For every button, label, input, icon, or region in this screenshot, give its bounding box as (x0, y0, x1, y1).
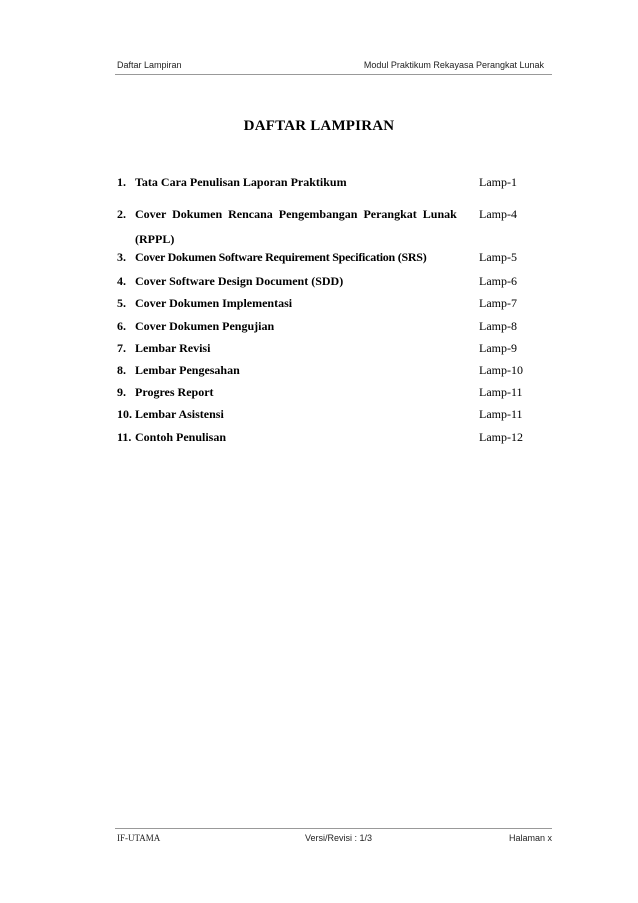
toc-item-label: Progres Report (135, 385, 214, 399)
toc-item-4[interactable] (117, 274, 547, 292)
toc-item-label: Lembar Asistensi (135, 407, 224, 421)
toc-item-number: 7. (117, 341, 126, 355)
toc-item-1[interactable] (117, 175, 547, 193)
toc-item-5[interactable] (117, 296, 547, 314)
toc-item-label: Cover Dokumen Rencana Pengembangan Perangkat Lunak (135, 207, 457, 221)
header-right-text: Modul Praktikum Rekayasa Perangkat Lunak (363, 60, 544, 70)
toc-item-2[interactable] (117, 207, 547, 251)
toc-item-7[interactable] (117, 341, 547, 359)
toc-item-page: Lamp-9 (479, 341, 517, 355)
footer-left-text: IF-UTAMA (117, 833, 161, 843)
toc-item-11[interactable] (117, 430, 547, 448)
toc-item-page: Lamp-11 (479, 385, 523, 399)
toc-item-label: Lembar Revisi (135, 341, 211, 355)
toc-item-number: 5. (117, 296, 126, 310)
toc-item-page: Lamp-1 (479, 175, 517, 189)
toc-item-page: Lamp-7 (479, 296, 517, 310)
footer-version-text: Versi/Revisi : 1/3 (305, 833, 373, 843)
page-header (115, 58, 552, 75)
toc-item-number: 2. (117, 207, 126, 221)
toc-item-10[interactable] (117, 407, 547, 425)
toc-item-number: 8. (117, 363, 126, 377)
toc-item-page: Lamp-6 (479, 274, 517, 288)
toc-item-page: Lamp-11 (479, 407, 523, 421)
toc-item-label: Cover Software Design Document (SDD) (135, 274, 344, 288)
toc-item-label: Contoh Penulisan (135, 430, 227, 444)
header-left-text: Daftar Lampiran (117, 60, 182, 70)
toc-item-label: Tata Cara Penulisan Laporan Praktikum (135, 175, 347, 189)
toc-item-page: Lamp-5 (479, 250, 517, 264)
toc-item-page: Lamp-8 (479, 319, 517, 333)
toc-item-label: Lembar Pengesahan (135, 363, 240, 377)
toc-item-number: 3. (117, 250, 126, 264)
toc-item-3[interactable] (117, 250, 547, 268)
toc-item-page: Lamp-12 (479, 430, 523, 444)
toc-item-page: Lamp-4 (479, 207, 517, 221)
footer-page-number: Halaman x (508, 833, 552, 843)
toc-item-8[interactable] (117, 363, 547, 381)
toc-item-number: 11. (117, 430, 132, 444)
toc-item-label: Cover Dokumen Pengujian (135, 319, 275, 333)
toc-item-9[interactable] (117, 385, 547, 403)
toc-item-page: Lamp-10 (479, 363, 523, 377)
toc-item-label: Cover Dokumen Software Requirement Specification (SRS) (135, 250, 427, 264)
toc-item-label: Cover Dokumen Implementasi (135, 296, 293, 310)
toc-item-label-continued: (RPPL) (135, 232, 175, 246)
toc-item-number: 1. (117, 175, 126, 189)
toc-item-number: 10. (117, 407, 132, 421)
toc-item-number: 9. (117, 385, 126, 399)
toc-item-number: 6. (117, 319, 126, 333)
page-title: DAFTAR LAMPIRAN (243, 118, 395, 134)
toc-item-6[interactable] (117, 319, 547, 337)
page-footer (115, 828, 552, 847)
toc-item-number: 4. (117, 274, 126, 288)
